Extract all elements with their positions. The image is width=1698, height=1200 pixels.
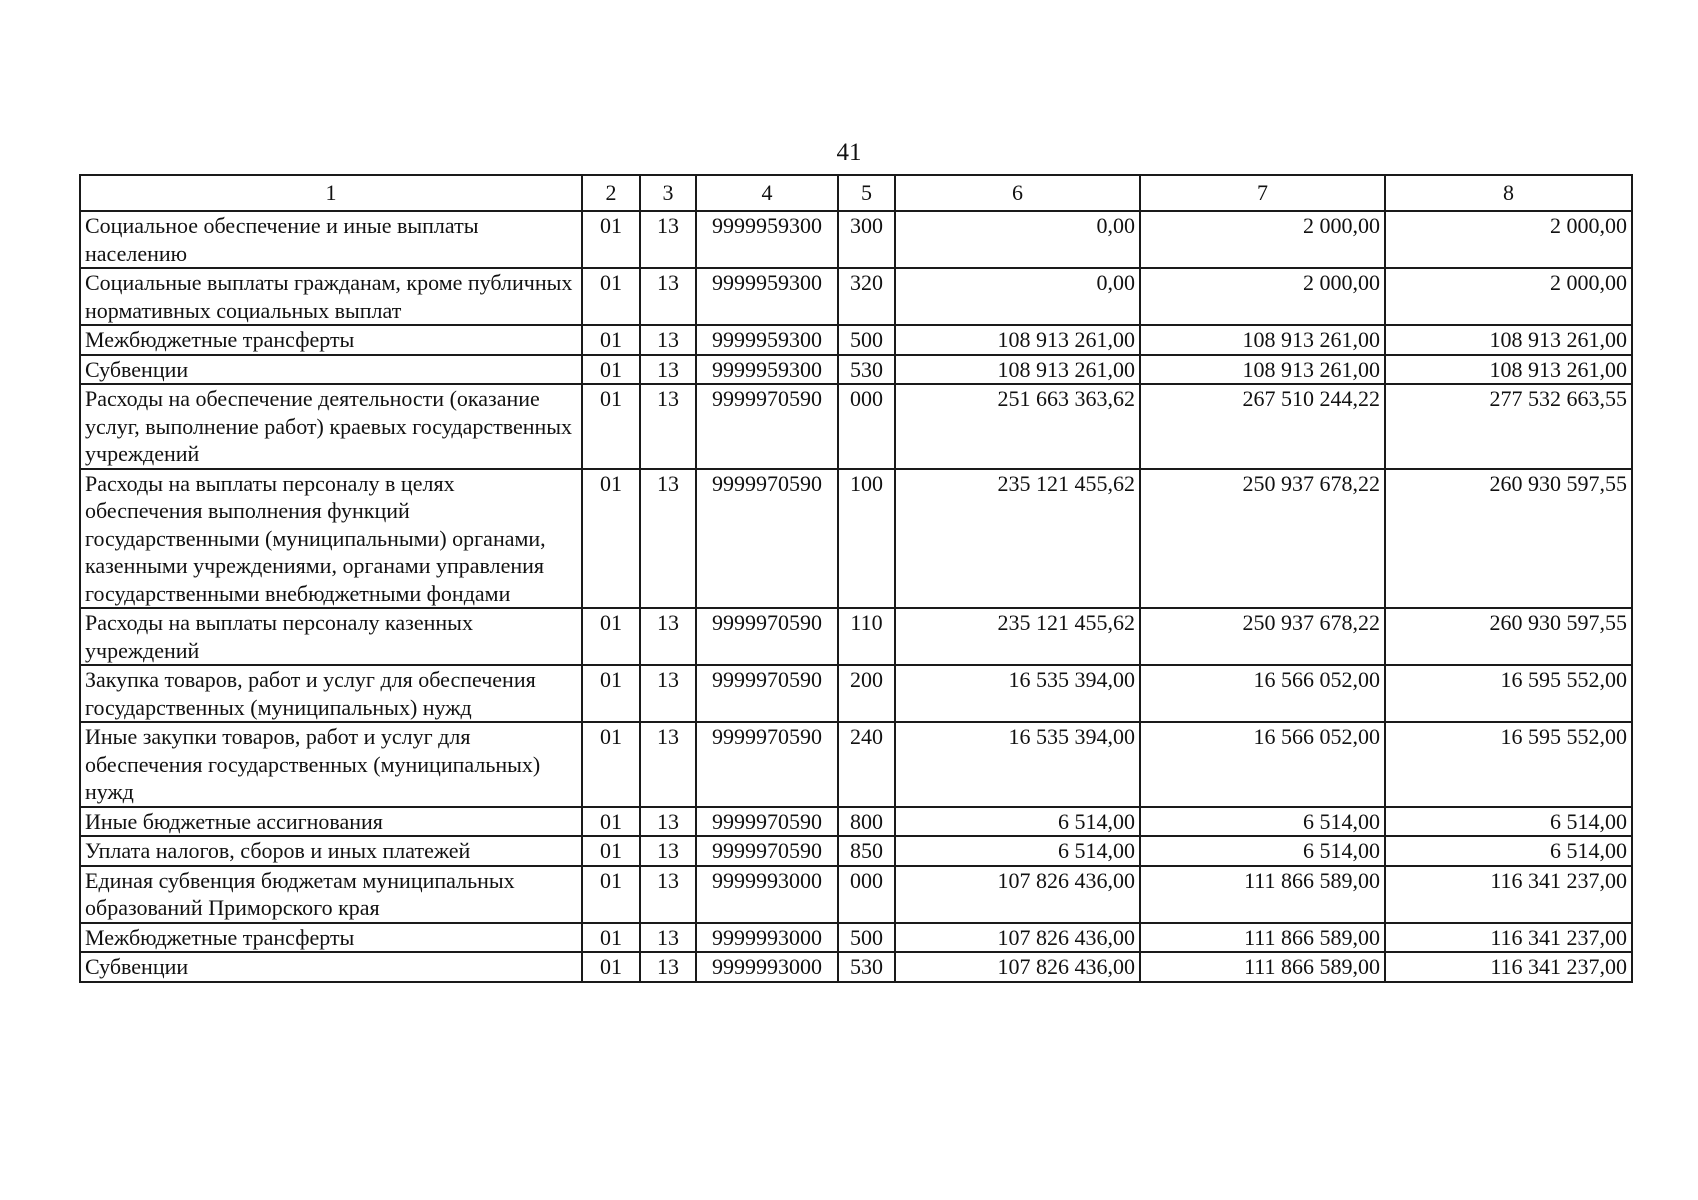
amount-col8-cell: 6 514,00 bbox=[1385, 836, 1632, 866]
target-code-cell: 9999970590 bbox=[696, 469, 838, 609]
amount-col8-cell: 2 000,00 bbox=[1385, 268, 1632, 325]
column-header: 5 bbox=[838, 175, 895, 211]
table-row bbox=[80, 268, 1632, 325]
subsection-code-cell: 13 bbox=[640, 384, 696, 469]
expense-type-cell: 530 bbox=[838, 355, 895, 385]
amount-col6-cell: 251 663 363,62 bbox=[895, 384, 1140, 469]
amount-col7-cell: 111 866 589,00 bbox=[1140, 923, 1385, 953]
amount-col7-cell: 16 566 052,00 bbox=[1140, 665, 1385, 722]
amount-col7-cell: 108 913 261,00 bbox=[1140, 325, 1385, 355]
section-code-cell: 01 bbox=[582, 325, 640, 355]
target-code-cell: 9999993000 bbox=[696, 866, 838, 923]
section-code-cell: 01 bbox=[582, 866, 640, 923]
subsection-code-cell: 13 bbox=[640, 268, 696, 325]
expense-type-cell: 500 bbox=[838, 325, 895, 355]
amount-col7-cell: 6 514,00 bbox=[1140, 807, 1385, 837]
section-code-cell: 01 bbox=[582, 952, 640, 982]
column-header: 3 bbox=[640, 175, 696, 211]
amount-col7-cell: 111 866 589,00 bbox=[1140, 866, 1385, 923]
expense-type-cell: 320 bbox=[838, 268, 895, 325]
section-code-cell: 01 bbox=[582, 807, 640, 837]
table-row bbox=[80, 469, 1632, 609]
budget-table bbox=[79, 174, 1633, 983]
section-code-cell: 01 bbox=[582, 268, 640, 325]
amount-col7-cell: 250 937 678,22 bbox=[1140, 469, 1385, 609]
subsection-code-cell: 13 bbox=[640, 952, 696, 982]
section-code-cell: 01 bbox=[582, 665, 640, 722]
table-row bbox=[80, 211, 1632, 268]
row-name-cell: Субвенции bbox=[80, 952, 582, 982]
subsection-code-cell: 13 bbox=[640, 866, 696, 923]
row-name-cell: Уплата налогов, сборов и иных платежей bbox=[80, 836, 582, 866]
amount-col7-cell: 2 000,00 bbox=[1140, 268, 1385, 325]
amount-col6-cell: 108 913 261,00 bbox=[895, 325, 1140, 355]
section-code-cell: 01 bbox=[582, 211, 640, 268]
amount-col8-cell: 116 341 237,00 bbox=[1385, 923, 1632, 953]
target-code-cell: 9999959300 bbox=[696, 325, 838, 355]
amount-col8-cell: 16 595 552,00 bbox=[1385, 722, 1632, 807]
row-name-cell: Единая субвенция бюджетам муниципальных образований Приморского края bbox=[80, 866, 582, 923]
column-header: 2 bbox=[582, 175, 640, 211]
target-code-cell: 9999959300 bbox=[696, 211, 838, 268]
expense-type-cell: 300 bbox=[838, 211, 895, 268]
amount-col6-cell: 16 535 394,00 bbox=[895, 665, 1140, 722]
row-name-cell: Социальные выплаты гражданам, кроме публичных нормативных социальных выплат bbox=[80, 268, 582, 325]
amount-col8-cell: 116 341 237,00 bbox=[1385, 952, 1632, 982]
subsection-code-cell: 13 bbox=[640, 836, 696, 866]
table-row bbox=[80, 923, 1632, 953]
amount-col6-cell: 107 826 436,00 bbox=[895, 866, 1140, 923]
row-name-cell: Расходы на выплаты персоналу в целях обеспечения выполнения функций государственными (муниципальными) органами, казенными учреждениями, органами управления государственными внебюджетными фондами bbox=[80, 469, 582, 609]
amount-col7-cell: 267 510 244,22 bbox=[1140, 384, 1385, 469]
table-row bbox=[80, 665, 1632, 722]
target-code-cell: 9999970590 bbox=[696, 722, 838, 807]
expense-type-cell: 240 bbox=[838, 722, 895, 807]
subsection-code-cell: 13 bbox=[640, 355, 696, 385]
amount-col7-cell: 16 566 052,00 bbox=[1140, 722, 1385, 807]
section-code-cell: 01 bbox=[582, 469, 640, 609]
section-code-cell: 01 bbox=[582, 836, 640, 866]
amount-col8-cell: 277 532 663,55 bbox=[1385, 384, 1632, 469]
column-header: 4 bbox=[696, 175, 838, 211]
expense-type-cell: 110 bbox=[838, 608, 895, 665]
target-code-cell: 9999993000 bbox=[696, 952, 838, 982]
amount-col7-cell: 108 913 261,00 bbox=[1140, 355, 1385, 385]
table-row bbox=[80, 355, 1632, 385]
expense-type-cell: 500 bbox=[838, 923, 895, 953]
table-row bbox=[80, 722, 1632, 807]
column-header: 7 bbox=[1140, 175, 1385, 211]
amount-col6-cell: 16 535 394,00 bbox=[895, 722, 1140, 807]
subsection-code-cell: 13 bbox=[640, 325, 696, 355]
expense-type-cell: 000 bbox=[838, 866, 895, 923]
amount-col6-cell: 107 826 436,00 bbox=[895, 952, 1140, 982]
section-code-cell: 01 bbox=[582, 608, 640, 665]
row-name-cell: Субвенции bbox=[80, 355, 582, 385]
amount-col6-cell: 235 121 455,62 bbox=[895, 469, 1140, 609]
section-code-cell: 01 bbox=[582, 355, 640, 385]
amount-col8-cell: 260 930 597,55 bbox=[1385, 608, 1632, 665]
row-name-cell: Закупка товаров, работ и услуг для обеспечения государственных (муниципальных) нужд bbox=[80, 665, 582, 722]
target-code-cell: 9999970590 bbox=[696, 608, 838, 665]
subsection-code-cell: 13 bbox=[640, 665, 696, 722]
amount-col6-cell: 6 514,00 bbox=[895, 807, 1140, 837]
amount-col7-cell: 2 000,00 bbox=[1140, 211, 1385, 268]
row-name-cell: Иные закупки товаров, работ и услуг для обеспечения государственных (муниципальных) нужд bbox=[80, 722, 582, 807]
amount-col6-cell: 6 514,00 bbox=[895, 836, 1140, 866]
section-code-cell: 01 bbox=[582, 384, 640, 469]
amount-col8-cell: 116 341 237,00 bbox=[1385, 866, 1632, 923]
amount-col8-cell: 16 595 552,00 bbox=[1385, 665, 1632, 722]
table-row bbox=[80, 952, 1632, 982]
page-number: 41 bbox=[836, 139, 862, 166]
expense-type-cell: 200 bbox=[838, 665, 895, 722]
amount-col6-cell: 235 121 455,62 bbox=[895, 608, 1140, 665]
row-name-cell: Иные бюджетные ассигнования bbox=[80, 807, 582, 837]
row-name-cell: Расходы на выплаты персоналу казенных учреждений bbox=[80, 608, 582, 665]
amount-col8-cell: 2 000,00 bbox=[1385, 211, 1632, 268]
table-row bbox=[80, 836, 1632, 866]
row-name-cell: Расходы на обеспечение деятельности (оказание услуг, выполнение работ) краевых государственных учреждений bbox=[80, 384, 582, 469]
table-row bbox=[80, 384, 1632, 469]
row-name-cell: Межбюджетные трансферты bbox=[80, 923, 582, 953]
column-header: 6 bbox=[895, 175, 1140, 211]
amount-col7-cell: 250 937 678,22 bbox=[1140, 608, 1385, 665]
subsection-code-cell: 13 bbox=[640, 807, 696, 837]
target-code-cell: 9999970590 bbox=[696, 384, 838, 469]
table-row bbox=[80, 807, 1632, 837]
amount-col8-cell: 6 514,00 bbox=[1385, 807, 1632, 837]
expense-type-cell: 000 bbox=[838, 384, 895, 469]
amount-col8-cell: 108 913 261,00 bbox=[1385, 355, 1632, 385]
target-code-cell: 9999970590 bbox=[696, 665, 838, 722]
amount-col6-cell: 107 826 436,00 bbox=[895, 923, 1140, 953]
header-row bbox=[80, 175, 1632, 211]
subsection-code-cell: 13 bbox=[640, 211, 696, 268]
target-code-cell: 9999970590 bbox=[696, 807, 838, 837]
target-code-cell: 9999970590 bbox=[696, 836, 838, 866]
amount-col8-cell: 108 913 261,00 bbox=[1385, 325, 1632, 355]
table-row bbox=[80, 325, 1632, 355]
target-code-cell: 9999993000 bbox=[696, 923, 838, 953]
expense-type-cell: 100 bbox=[838, 469, 895, 609]
amount-col7-cell: 6 514,00 bbox=[1140, 836, 1385, 866]
column-header: 1 bbox=[80, 175, 582, 211]
table-row bbox=[80, 608, 1632, 665]
subsection-code-cell: 13 bbox=[640, 923, 696, 953]
target-code-cell: 9999959300 bbox=[696, 268, 838, 325]
row-name-cell: Социальное обеспечение и иные выплаты населению bbox=[80, 211, 582, 268]
subsection-code-cell: 13 bbox=[640, 722, 696, 807]
subsection-code-cell: 13 bbox=[640, 469, 696, 609]
column-header: 8 bbox=[1385, 175, 1632, 211]
table-body bbox=[80, 211, 1632, 982]
amount-col6-cell: 0,00 bbox=[895, 268, 1140, 325]
expense-type-cell: 800 bbox=[838, 807, 895, 837]
amount-col6-cell: 108 913 261,00 bbox=[895, 355, 1140, 385]
table-row bbox=[80, 866, 1632, 923]
amount-col8-cell: 260 930 597,55 bbox=[1385, 469, 1632, 609]
target-code-cell: 9999959300 bbox=[696, 355, 838, 385]
amount-col7-cell: 111 866 589,00 bbox=[1140, 952, 1385, 982]
expense-type-cell: 530 bbox=[838, 952, 895, 982]
amount-col6-cell: 0,00 bbox=[895, 211, 1140, 268]
expense-type-cell: 850 bbox=[838, 836, 895, 866]
row-name-cell: Межбюджетные трансферты bbox=[80, 325, 582, 355]
section-code-cell: 01 bbox=[582, 722, 640, 807]
section-code-cell: 01 bbox=[582, 923, 640, 953]
subsection-code-cell: 13 bbox=[640, 608, 696, 665]
